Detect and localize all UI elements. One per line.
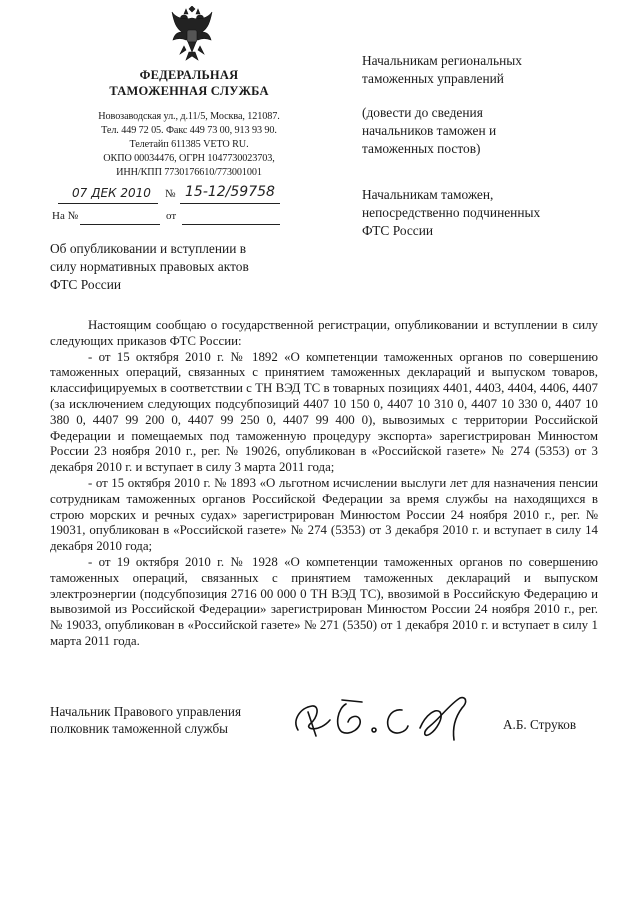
signatory-position-line1: Начальник Правового управления [50, 704, 242, 719]
registration-number: 15-12/59758 [185, 184, 275, 200]
number-underline [180, 203, 280, 204]
letter-body [50, 318, 598, 650]
body-intro: Настоящим сообщаю о государственной регистрации, опубликовании и вступлении в силу следующих приказов ФТС России: [50, 318, 598, 348]
recipient-note-line2: начальников таможен и [362, 123, 497, 138]
registration-date: 07 ДЕК 2010 [72, 186, 151, 200]
body-item-order-1892: - от 15 октября 2010 г. № 1892 «О компетенции таможенных органов по совершению таможенных операций, связанных с принятием таможенных деклараций и выпуском товаров, классифицируемых в соответствии с ТН ВЭД ТС в товарных позициях 4401, 4403, 4404, 4406, 4407 (за исключением следующих подсубпозиций 4407 10 150 0, 4407 10 310 0, 4407 10 330 0, 4407 10 380 0, 4407 99 200 0, 4407 99 250 0, 4407 99 400 0), вывозимых с территории Российской Федерации и помещаемых под таможенную процедуру экспорта» зарегистрирован Минюстом России 23 ноября 2010 г., рег. № 19026, опубликован в «Российской газете» № 274 (5353) от 3 декабря 2010 г. и вступает в силу 3 марта 2011 года; [50, 349, 598, 475]
ref-from-underline [182, 224, 280, 225]
number-label: № [165, 188, 176, 200]
recipient-group1-line1: Начальникам региональных [362, 53, 522, 68]
recipient-note-line1: (довести до сведения [362, 105, 483, 120]
recipient-group2-line2: непосредственно подчиненных [362, 205, 541, 220]
ref-number-underline [80, 224, 160, 225]
org-phone-fax: Тел. 449 72 05. Факс 449 73 00, 913 93 90. [101, 125, 277, 136]
signatory-name: А.Б. Струков [503, 717, 577, 732]
org-teletype: Телетайп 611385 VETO RU. [129, 139, 249, 150]
coat-of-arms-emblem [170, 6, 214, 62]
body-item-order-1893: - от 15 октября 2010 г. № 1893 «О льготном исчислении выслуги лет для назначения пенсии сотрудникам таможенных органов Российской Федерации за время службы на находящихся в строю морских и речных судах» зарегистрирован Минюстом России 24 ноября 2010 г., рег. № 19031, опубликован в «Российской газете» № 274 (5353) от 3 декабря 2010 г. и вступает в силу 14 декабря 2010 года; [50, 475, 598, 554]
recipient-group2-line3: ФТС России [362, 223, 434, 238]
org-okpo-ogrn: ОКПО 00034476, ОГРН 1047730023703, [103, 153, 275, 164]
handwritten-signature [290, 690, 490, 750]
org-name-line2: ТАМОЖЕННАЯ СЛУЖБА [109, 84, 269, 98]
ref-number-label: На № [52, 210, 79, 222]
subject-line2: силу нормативных правовых актов [50, 259, 249, 274]
recipient-note-line3: таможенных постов) [362, 141, 481, 156]
subject-line1: Об опубликовании и вступлении в [50, 241, 247, 256]
recipient-group1-line2: таможенных управлений [362, 71, 504, 86]
org-address: Новозаводская ул., д.11/5, Москва, 121087. [98, 111, 280, 122]
body-item-order-1928: - от 19 октября 2010 г. № 1928 «О компетенции таможенных органов по совершению таможенных операций, связанных с принятием таможенных деклараций и выпуском электроэнергии (подсубпозиция 2716 00 000 0 ТН ВЭД ТС), ввозимой в Российскую Федерацию и вывозимой из Российской Федерации» зарегистрирован Минюстом России 24 ноября 2010 г., рег. № 19033, опубликован в «Российской газете» № 271 (5350) от 1 декабря 2010 г. и вступает в силу 1 марта 2011 года. [50, 554, 598, 648]
signatory-position-line2: полковник таможенной службы [50, 721, 229, 736]
date-underline [58, 203, 158, 204]
recipient-group2-line1: Начальникам таможен, [362, 187, 494, 202]
subject-line3: ФТС России [50, 277, 122, 292]
org-inn-kpp: ИНН/КПП 7730176610/773001001 [116, 167, 262, 178]
ref-from-label: от [166, 210, 177, 222]
org-name-line1: ФЕДЕРАЛЬНАЯ [139, 68, 239, 82]
